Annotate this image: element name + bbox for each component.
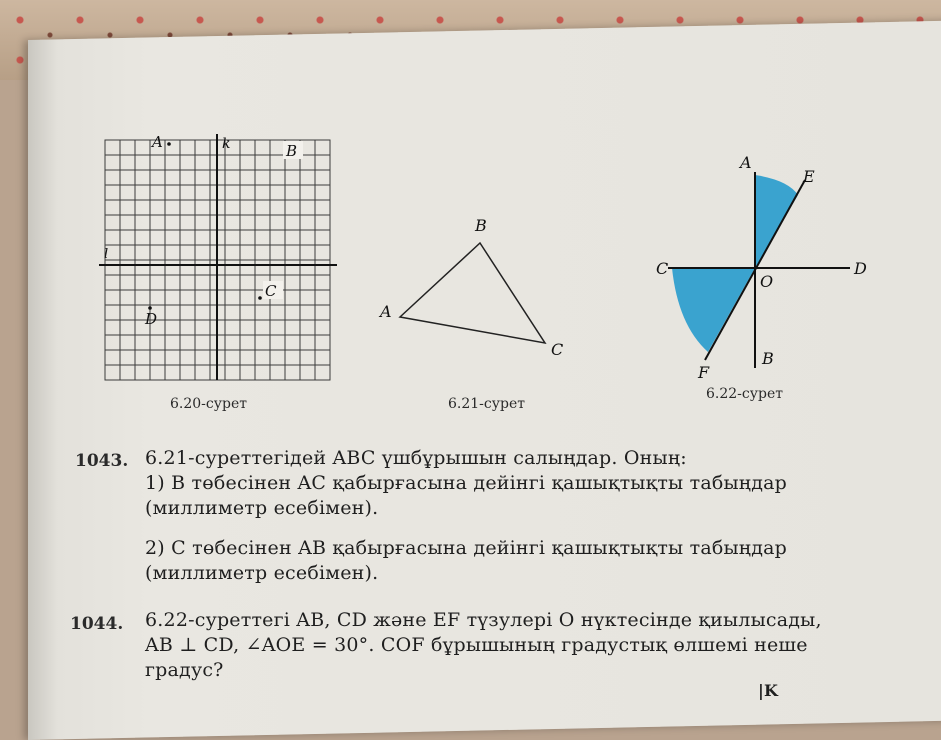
problem-number-1044: 1044. xyxy=(70,614,124,634)
problem-line: (миллиметр есебімен). xyxy=(145,497,379,519)
label-c: C xyxy=(551,340,564,359)
point-c xyxy=(258,296,262,300)
figure-6-20-grid xyxy=(95,130,345,390)
point-a xyxy=(167,142,171,146)
figure-6-22-lines xyxy=(650,150,890,385)
label-a: A xyxy=(152,133,163,151)
problem-number-1043: 1043. xyxy=(75,451,129,471)
label-a: A xyxy=(380,302,392,321)
caption-6-22: 6.22-сурет xyxy=(706,386,783,402)
shaded-sector-aoe xyxy=(755,175,798,268)
label-o: O xyxy=(760,272,774,291)
label-b: B xyxy=(286,142,298,160)
footer-fragment: |K xyxy=(758,681,779,700)
label-l: l xyxy=(104,247,109,262)
label-c: C xyxy=(265,282,277,300)
problem-line: 6.22-суреттегі AB, CD және EF түзулері O нүктесінде қиылысады, xyxy=(145,609,822,631)
caption-6-21: 6.21-сурет xyxy=(448,396,525,412)
problem-line: 6.21-суреттегідей ABC үшбұрышын салыңдар. Оның: xyxy=(145,447,687,469)
label-b: B xyxy=(762,349,774,368)
problem-line: AB ⊥ CD, ∠AOE = 30°. COF бұрышының градустық өлшемі неше xyxy=(145,634,808,656)
label-c: C xyxy=(656,259,669,278)
problem-line: градус? xyxy=(145,659,224,681)
label-f: F xyxy=(698,363,710,382)
caption-6-20: 6.20-сурет xyxy=(170,396,247,412)
figure-6-21-triangle xyxy=(375,205,575,365)
label-k: k xyxy=(222,136,231,152)
triangle-abc xyxy=(400,243,545,343)
label-e: E xyxy=(803,167,815,186)
label-b: B xyxy=(475,216,487,235)
label-d: D xyxy=(145,310,158,328)
problem-line: 1) B төбесінен AC қабырғасына дейінгі қашықтықты табыңдар xyxy=(145,472,787,494)
shaded-sector-cof xyxy=(672,268,755,352)
label-a: A xyxy=(740,153,752,172)
problem-line: (миллиметр есебімен). xyxy=(145,562,379,584)
problem-line: 2) C төбесінен AB қабырғасына дейінгі қашықтықты табыңдар xyxy=(145,537,787,559)
label-d: D xyxy=(854,259,867,278)
